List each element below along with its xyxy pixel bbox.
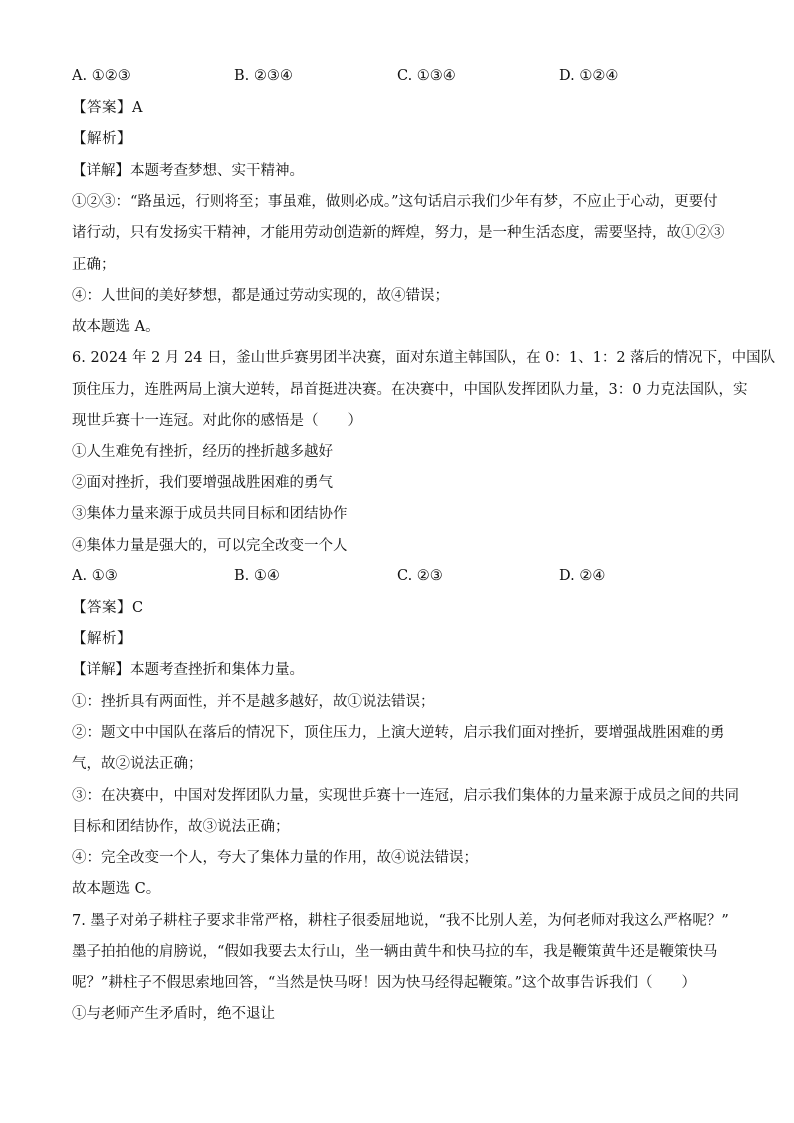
q5-detail: 【详解】本题考查梦想、实干精神。	[72, 163, 304, 179]
q6-analysis-heading: 【解析】	[72, 631, 132, 647]
q5-option-d: D. ①②④	[559, 68, 619, 84]
q6-body-line: 气，故②说法正确；	[72, 756, 203, 772]
q6-body-line: 目标和团结协作，故③说法正确；	[72, 819, 290, 835]
q7-stem-line: 7. 墨子对弟子耕柱子要求非常严格，耕柱子很委屈地说，“我不比别人差，为何老师对我这么严格呢？”	[72, 913, 729, 929]
q6-body-line: ②：题文中中国队在落后的情况下，顶住压力，上演大逆转，启示我们面对挫折，要增强战胜困难的勇	[72, 725, 725, 741]
q7-stem-line: 墨子拍拍他的肩膀说，“假如我要去太行山，坐一辆由黄牛和快马拉的车，我是鞭策黄牛还是鞭策快马	[72, 944, 718, 960]
q6-body-line: 故本题选 C。	[72, 881, 161, 897]
q6-body-line: ④：完全改变一个人，夸大了集体力量的作用，故④说法错误；	[72, 850, 478, 866]
q6-stem-line: 6. 2024 年 2 月 24 日，釜山世乒赛男团半决赛，面对东道主韩国队，在 0：1、1：2 落后的情况下，中国队	[72, 350, 776, 366]
q6-option-a: A. ①③	[72, 568, 118, 584]
q5-answer: 【答案】A	[72, 100, 143, 116]
q6-item: ④集体力量是强大的，可以完全改变一个人	[72, 538, 348, 554]
q5-body-line: ①②③：“路虽远，行则将至；事虽难，做则必成。”这句话启示我们少年有梦，不应止于心动，更要付	[72, 194, 718, 210]
q6-body-line: ①：挫折具有两面性，并不是越多越好，故①说法错误；	[72, 694, 435, 710]
q6-options	[72, 566, 722, 586]
q5-body-line: 诸行动，只有发扬实干精神，才能用劳动创造新的辉煌，努力，是一种生活态度，需要坚持，故①②③	[72, 225, 725, 241]
q6-body-line: ③：在决赛中，中国对发挥团队力量，实现世乒赛十一连冠，启示我们集体的力量来源于成员之间的共同	[72, 788, 739, 804]
q5-body-line: 正确；	[72, 257, 116, 273]
q5-body-line: ④：人世间的美好梦想，都是通过劳动实现的，故④错误；	[72, 288, 449, 304]
q6-detail: 【详解】本题考查挫折和集体力量。	[72, 662, 304, 678]
q6-answer: 【答案】C	[72, 600, 144, 616]
q5-option-a: A. ①②③	[72, 68, 131, 84]
q6-stem-line: 顶住压力，连胜两局上演大逆转，昂首挺进决赛。在决赛中，中国队发挥团队力量，3：0 力克法国队，实	[72, 382, 748, 398]
q6-item: ①人生难免有挫折，经历的挫折越多越好	[72, 444, 333, 460]
q6-item: ③集体力量来源于成员共同目标和团结协作	[72, 506, 348, 522]
q6-stem-line: 现世乒赛十一连冠。对此你的感悟是（ ）	[72, 413, 362, 429]
q7-stem-line: 呢？”耕柱子不假思索地回答，“当然是快马呀！因为快马经得起鞭策。”这个故事告诉我们（ ）	[72, 975, 696, 991]
q5-body-line: 故本题选 A。	[72, 319, 160, 335]
q6-item: ②面对挫折，我们要增强战胜困难的勇气	[72, 475, 333, 491]
q7-item: ①与老师产生矛盾时，绝不退让	[72, 1006, 275, 1022]
q6-option-b: B. ①④	[234, 568, 280, 584]
q5-options	[72, 66, 722, 86]
q5-option-b: B. ②③④	[234, 68, 293, 84]
q6-option-c: C. ②③	[397, 568, 443, 584]
q5-analysis-heading: 【解析】	[72, 131, 132, 147]
q5-option-c: C. ①③④	[397, 68, 456, 84]
q6-option-d: D. ②④	[559, 568, 606, 584]
